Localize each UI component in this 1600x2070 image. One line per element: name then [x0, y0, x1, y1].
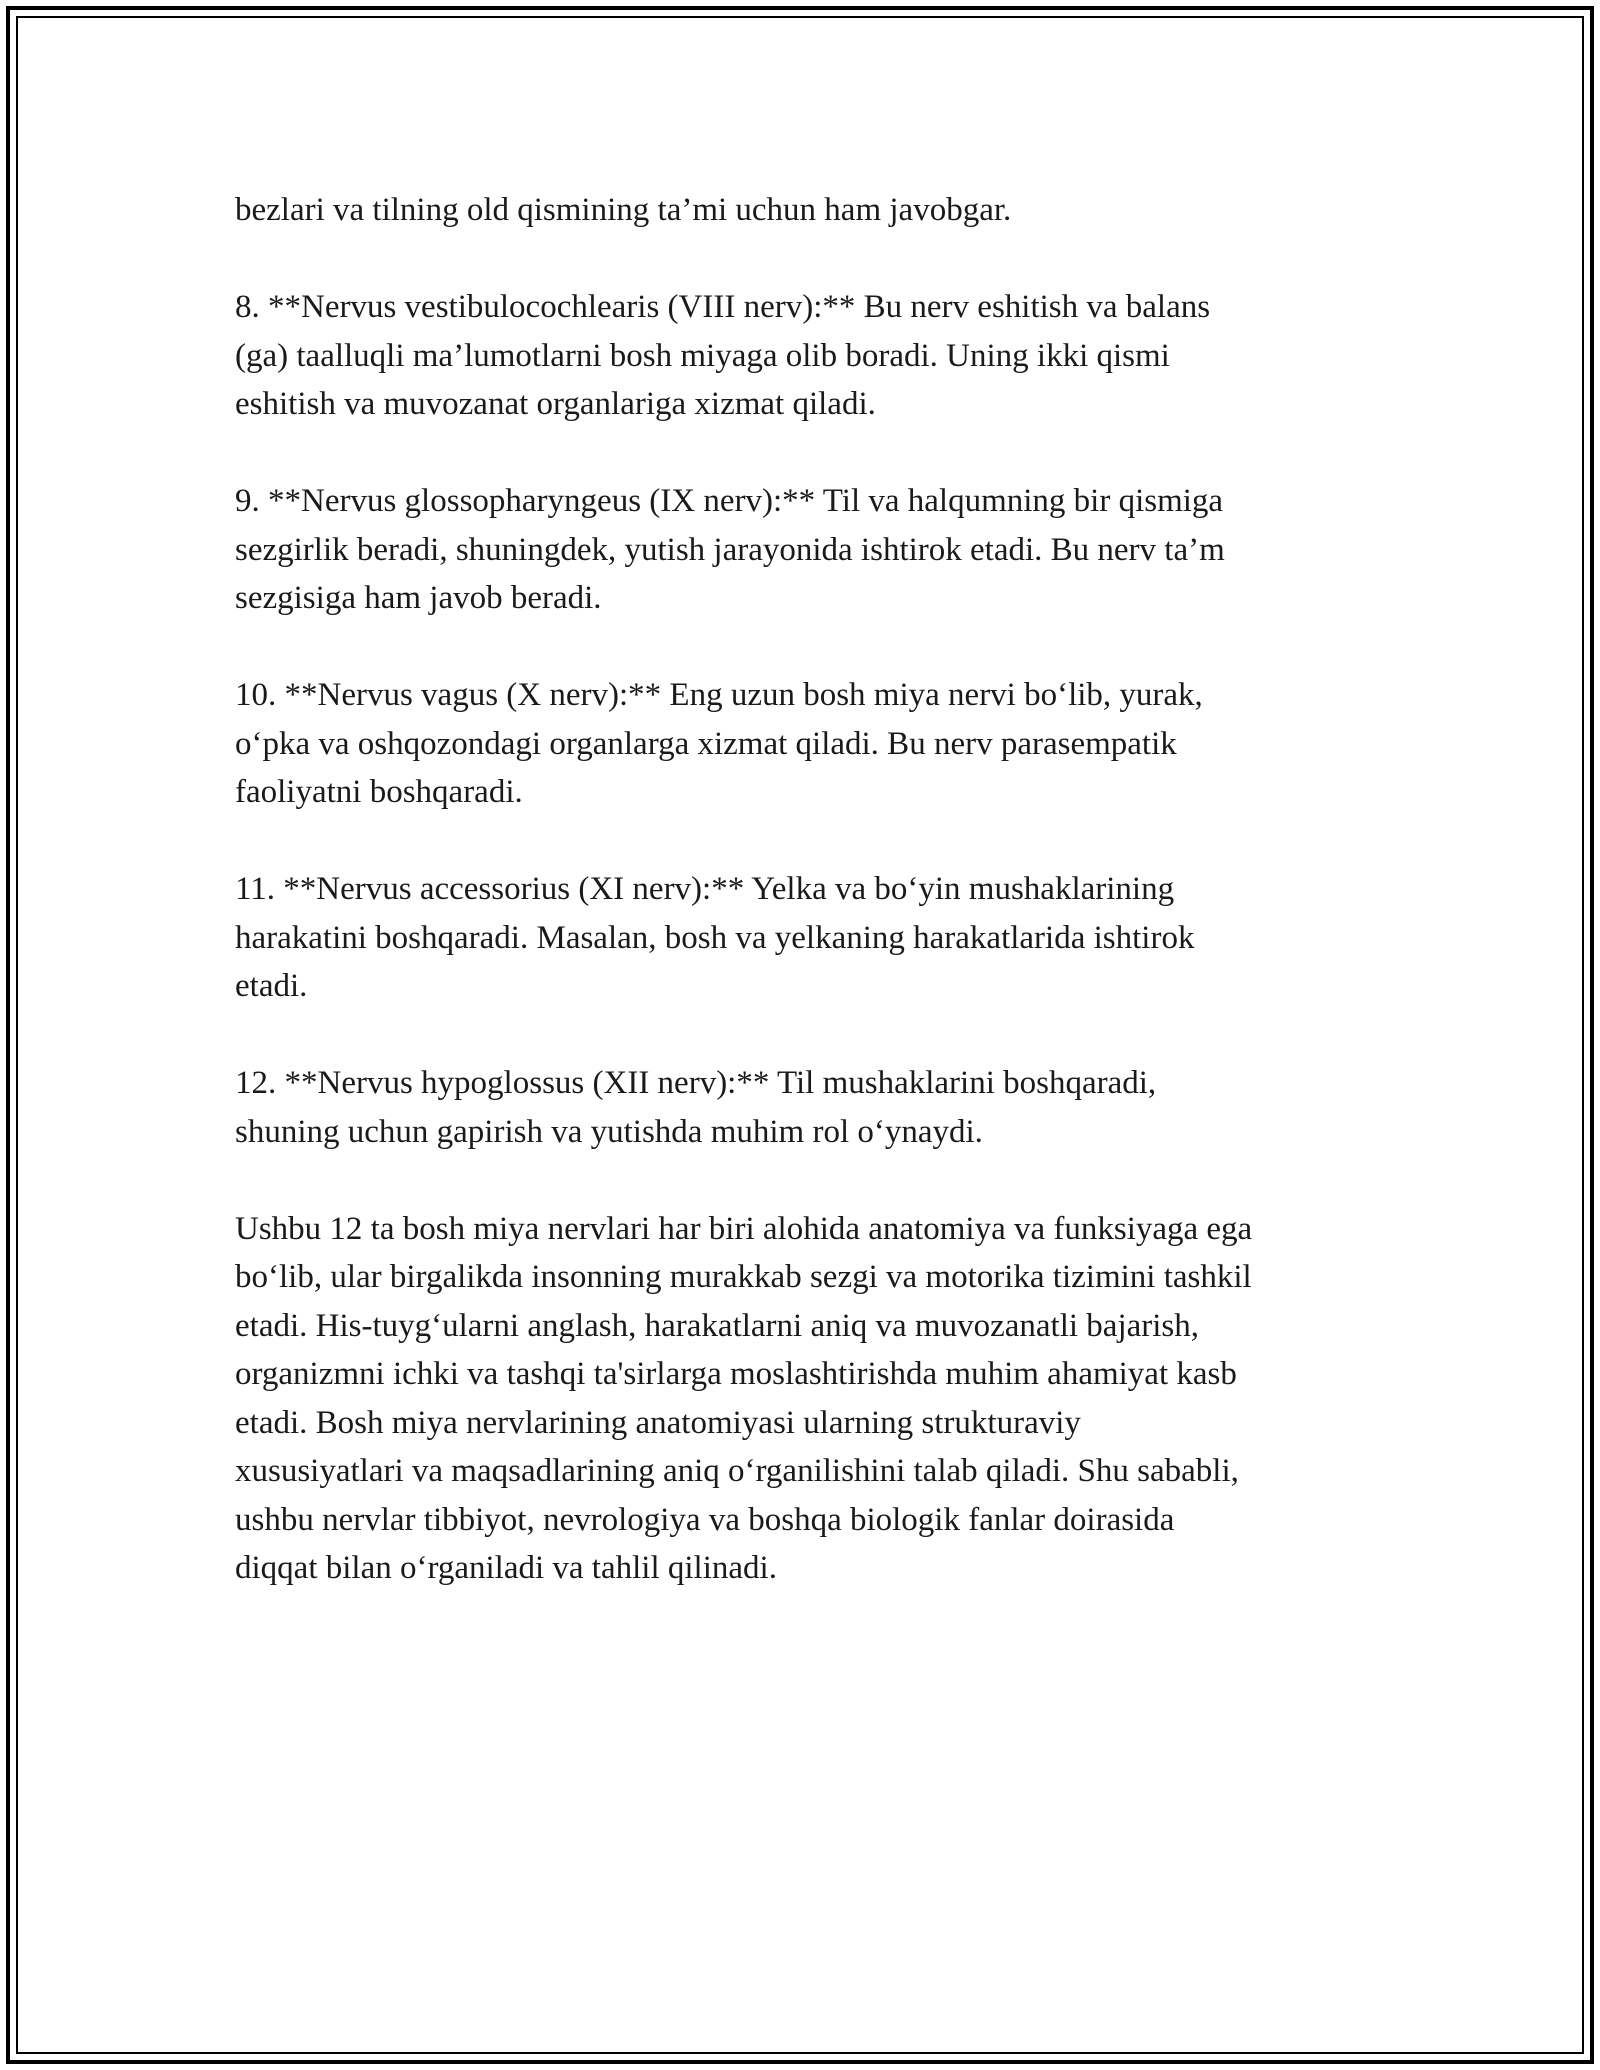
document-body — [235, 186, 1395, 1641]
paragraph-nerve-8: 8. **Nervus vestibulocochlearis (VIII nerv):** Bu nerv eshitish va balans (ga) taalluqli ma’lumotlarni bosh miyaga olib boradi. Uning ikki qismi eshitish va muvozanat organlariga xizmat qiladi. — [235, 289, 1211, 422]
paragraph-nerve-12: 12. **Nervus hypoglossus (XII nerv):** Til mushaklarini boshqaradi, shuning uchun gapirish va yutishda muhim rol o‘ynaydi. — [235, 1065, 1157, 1150]
paragraph-nerve-11: 11. **Nervus accessorius (XI nerv):** Yelka va bo‘yin mushaklarining harakatini boshqaradi. Masalan, bosh va yelkaning harakatlarida ishtirok etadi. — [235, 871, 1195, 1004]
paragraph-nerve-9: 9. **Nervus glossopharyngeus (IX nerv):** Til va halqumning bir qismiga sezgirlik beradi, shuningdek, yutish jarayonida ishtirok etadi. Bu nerv ta’m sezgisiga ham javob beradi. — [235, 483, 1225, 616]
paragraph-continuation: bezlari va tilning old qismining ta’mi uchun ham javobgar. — [235, 192, 1012, 228]
paragraph-nerve-10: 10. **Nervus vagus (X nerv):** Eng uzun bosh miya nervi bo‘lib, yurak, o‘pka va oshqozondagi organlarga xizmat qiladi. Bu nerv parasempatik faoliyatni boshqaradi. — [235, 677, 1203, 810]
paragraph-conclusion: Ushbu 12 ta bosh miya nervlari har biri alohida anatomiya va funksiyaga ega bo‘lib, ular birgalikda insonning murakkab sezgi va motorika tizimini tashkil etadi. His-tuyg‘ularni anglash, harakatlarni aniq va muvozanatli bajarish, organizmni ichki va tashqi ta'sirlarga moslashtirishda muhim ahamiyat kasb etadi. Bosh miya nervlarining anatomiyasi ularning strukturaviy xususiyatlari va maqsadlarining aniq o‘rganilishini talab qiladi. Shu sababli, ushbu nervlar tibbiyot, nevrologiya va boshqa biologik fanlar doirasida diqqat bilan o‘rganiladi va tahlil qilinadi. — [235, 1210, 1253, 1586]
